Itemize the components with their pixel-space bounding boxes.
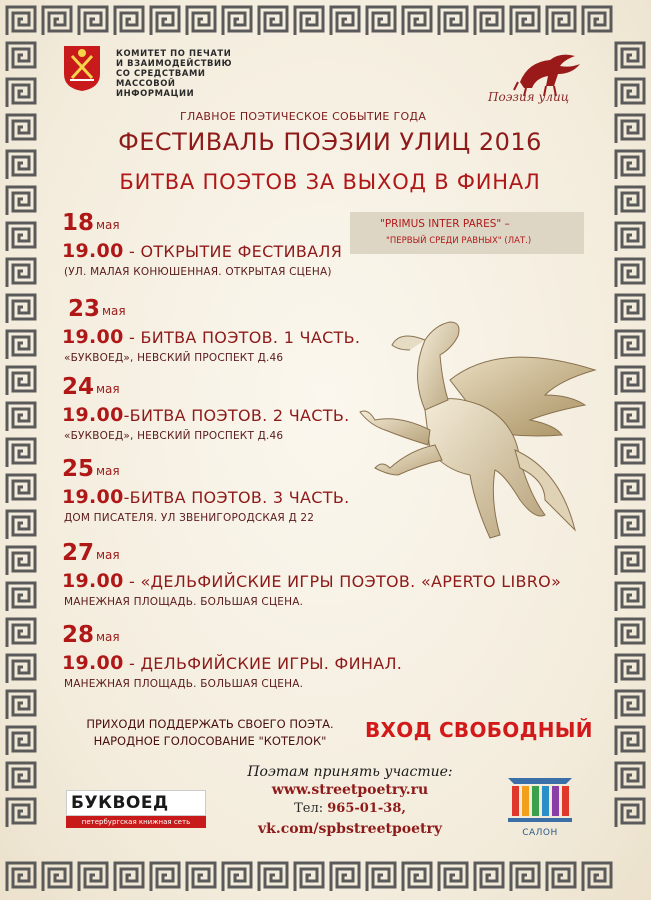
page-title: ФЕСТИВАЛЬ ПОЭЗИИ УЛИЦ 2016: [118, 128, 542, 156]
event-day: 18: [62, 210, 95, 236]
greek-key-tile: [613, 544, 647, 578]
greek-key-tile: [544, 860, 578, 894]
greek-key-tile: [613, 220, 647, 254]
greek-key-tile: [613, 400, 647, 434]
event-title-line: [62, 570, 561, 592]
event-time: 19.00: [62, 326, 124, 348]
event-title: - «ДЕЛЬФИЙСКИЕ ИГРЫ ПОЭТОВ. «APERTO LIBRO»: [123, 572, 562, 591]
event-time: 19.00: [62, 570, 124, 592]
event-title-line: [62, 404, 350, 426]
event-day: 25: [62, 456, 95, 482]
greek-key-tile: [613, 724, 647, 758]
event-location: ДОМ ПИСАТЕЛЯ. УЛ ЗВЕНИГОРОДСКАЯ Д 22: [64, 512, 315, 524]
greek-key-tile: [4, 796, 38, 830]
greek-key-tile: [4, 472, 38, 506]
free-entry-label: ВХОД СВОБОДНЫЙ: [365, 718, 593, 742]
greek-key-tile: [613, 40, 647, 74]
greek-key-tile: [613, 616, 647, 650]
greek-key-tile: [613, 112, 647, 146]
event-title: - ДЕЛЬФИЙСКИЕ ИГРЫ. ФИНАЛ.: [123, 654, 403, 673]
event-time: 19.00: [62, 486, 124, 508]
greek-key-tile: [292, 860, 326, 894]
greek-key-tile: [328, 860, 362, 894]
greek-key-tile: [508, 4, 542, 38]
greek-key-tile: [613, 508, 647, 542]
event-title: -БИТВА ПОЭТОВ. 3 ЧАСТЬ.: [123, 488, 350, 507]
greek-key-tile: [472, 860, 506, 894]
greek-key-tile: [613, 184, 647, 218]
event-title: -БИТВА ПОЭТОВ. 2 ЧАСТЬ.: [123, 406, 350, 425]
greek-key-tile: [112, 860, 146, 894]
bookvoed-name: БУКВОЕД: [71, 793, 169, 813]
event-day: 28: [62, 622, 95, 648]
support-text: [60, 716, 360, 750]
event-title-line: [62, 486, 350, 508]
event-month: мая: [102, 304, 126, 318]
greek-key-tile: [4, 364, 38, 398]
greek-key-tile: [4, 688, 38, 722]
event-time: 19.00: [62, 652, 124, 674]
committee-header: [62, 44, 242, 98]
greek-key-tile: [220, 860, 254, 894]
page-subheading: БИТВА ПОЭТОВ ЗА ВЫХОД В ФИНАЛ: [119, 170, 541, 194]
join-text: Поэтам принять участие:: [247, 764, 453, 780]
event-title: - БИТВА ПОЭТОВ. 1 ЧАСТЬ.: [123, 328, 361, 347]
greek-key-tile: [613, 148, 647, 182]
greek-key-tile: [4, 256, 38, 290]
greek-key-tile: [184, 860, 218, 894]
primus-translation: "ПЕРВЫЙ СРЕДИ РАВНЫХ" (ЛАТ.): [386, 236, 532, 246]
greek-key-tile: [613, 580, 647, 614]
committee-name: КОМИТЕТ ПО ПЕЧАТИ И ВЗАИМОДЕЙСТВИЮ СО СРЕДСТВАМИ МАССОВОЙ ИНФОРМАЦИИ: [116, 48, 233, 98]
bookvoed-subtitle: петербургская книжная сеть: [66, 816, 206, 828]
greek-key-tile: [148, 860, 182, 894]
event-title: - ОТКРЫТИЕ ФЕСТИВАЛЯ: [123, 242, 343, 261]
greek-key-tile: [4, 220, 38, 254]
greek-key-tile: [292, 4, 326, 38]
greek-key-tile: [508, 860, 542, 894]
greek-key-tile: [4, 4, 38, 38]
greek-key-tile: [613, 436, 647, 470]
greek-key-tile: [4, 148, 38, 182]
greek-key-tile: [613, 292, 647, 326]
greek-key-tile: [112, 4, 146, 38]
greek-key-tile: [613, 796, 647, 830]
event-title-line: [62, 240, 342, 262]
greek-key-tile: [613, 364, 647, 398]
greek-key-tile: [436, 860, 470, 894]
event-title-line: [62, 326, 360, 348]
event-month: мая: [96, 464, 120, 478]
phone-value: 965-01-38,: [327, 801, 406, 816]
bookvoed-logo: [66, 790, 206, 832]
event-location: МАНЕЖНАЯ ПЛОЩАДЬ. БОЛЬШАЯ СЦЕНА.: [64, 596, 304, 608]
greek-key-tile: [4, 580, 38, 614]
bookvoed-box: [66, 790, 206, 816]
greek-key-tile: [4, 544, 38, 578]
greek-key-tile: [472, 4, 506, 38]
event-time: 19.00: [62, 404, 124, 426]
greek-key-tile: [4, 40, 38, 74]
phone-number: [215, 801, 485, 816]
greek-key-tile: [613, 472, 647, 506]
event-day: 23: [68, 296, 101, 322]
phone-label: Тел:: [294, 801, 328, 816]
greek-key-tile: [256, 4, 290, 38]
greek-key-tile: [400, 860, 434, 894]
event-location: «БУКВОЕД», НЕВСКИЙ ПРОСПЕКТ Д.46: [64, 352, 284, 364]
salon-caption: САЛОН: [522, 828, 558, 838]
support-line-2: НАРОДНОЕ ГОЛОСОВАНИЕ "КОТЕЛОК": [93, 734, 327, 748]
event-location: МАНЕЖНАЯ ПЛОЩАДЬ. БОЛЬШАЯ СЦЕНА.: [64, 678, 304, 690]
event-location: (УЛ. МАЛАЯ КОНЮШЕННАЯ. ОТКРЫТАЯ СЦЕНА): [64, 266, 332, 278]
vk-link[interactable]: vk.com/spbstreetpoetry: [258, 821, 442, 837]
primus-latin: "PRIMUS INTER PARES" –: [380, 218, 510, 230]
greek-key-tile: [580, 860, 614, 894]
greek-key-tile: [76, 860, 110, 894]
city-emblem-icon: [62, 44, 102, 92]
greek-key-tile: [4, 76, 38, 110]
logo-caption: Поэзия улиц: [488, 90, 570, 104]
greek-key-tile: [613, 256, 647, 290]
event-title-line: [62, 652, 402, 674]
greek-key-tile: [184, 4, 218, 38]
greek-key-tile: [544, 4, 578, 38]
greek-key-tile: [4, 616, 38, 650]
event-month: мая: [96, 382, 120, 396]
greek-key-tile: [148, 4, 182, 38]
greek-key-tile: [613, 328, 647, 362]
greek-key-tile: [4, 328, 38, 362]
greek-key-tile: [328, 4, 362, 38]
event-time: 19.00: [62, 240, 124, 262]
greek-key-tile: [4, 760, 38, 794]
event-month: мая: [96, 630, 120, 644]
greek-key-tile: [580, 4, 614, 38]
support-line-1: ПРИХОДИ ПОДДЕРЖАТЬ СВОЕГО ПОЭТА.: [86, 717, 334, 731]
greek-key-tile: [40, 4, 74, 38]
website-link[interactable]: www.streetpoetry.ru: [271, 782, 429, 798]
primus-banner: [350, 212, 584, 254]
greek-key-tile: [613, 760, 647, 794]
greek-key-tile: [4, 400, 38, 434]
greek-key-tile: [400, 4, 434, 38]
greek-key-tile: [4, 860, 38, 894]
greek-key-tile: [364, 4, 398, 38]
greek-key-tile: [4, 292, 38, 326]
greek-key-tile: [613, 688, 647, 722]
greek-key-tile: [364, 860, 398, 894]
greek-key-tile: [4, 436, 38, 470]
pegasus-illustration: [330, 300, 600, 560]
event-month: мая: [96, 218, 120, 232]
event-day: 24: [62, 374, 95, 400]
greek-key-tile: [220, 4, 254, 38]
greek-key-tile: [436, 4, 470, 38]
event-month: мая: [96, 548, 120, 562]
greek-key-tile: [613, 652, 647, 686]
greek-key-tile: [4, 508, 38, 542]
event-location: «БУКВОЕД», НЕВСКИЙ ПРОСПЕКТ Д.46: [64, 430, 284, 442]
event-day: 27: [62, 540, 95, 566]
greek-key-tile: [613, 76, 647, 110]
subtitle: ГЛАВНОЕ ПОЭТИЧЕСКОЕ СОБЫТИЕ ГОДА: [180, 110, 427, 123]
greek-key-tile: [4, 724, 38, 758]
greek-key-tile: [4, 652, 38, 686]
greek-key-tile: [40, 860, 74, 894]
greek-key-tile: [76, 4, 110, 38]
greek-key-tile: [256, 860, 290, 894]
greek-key-tile: [4, 112, 38, 146]
greek-key-tile: [4, 184, 38, 218]
